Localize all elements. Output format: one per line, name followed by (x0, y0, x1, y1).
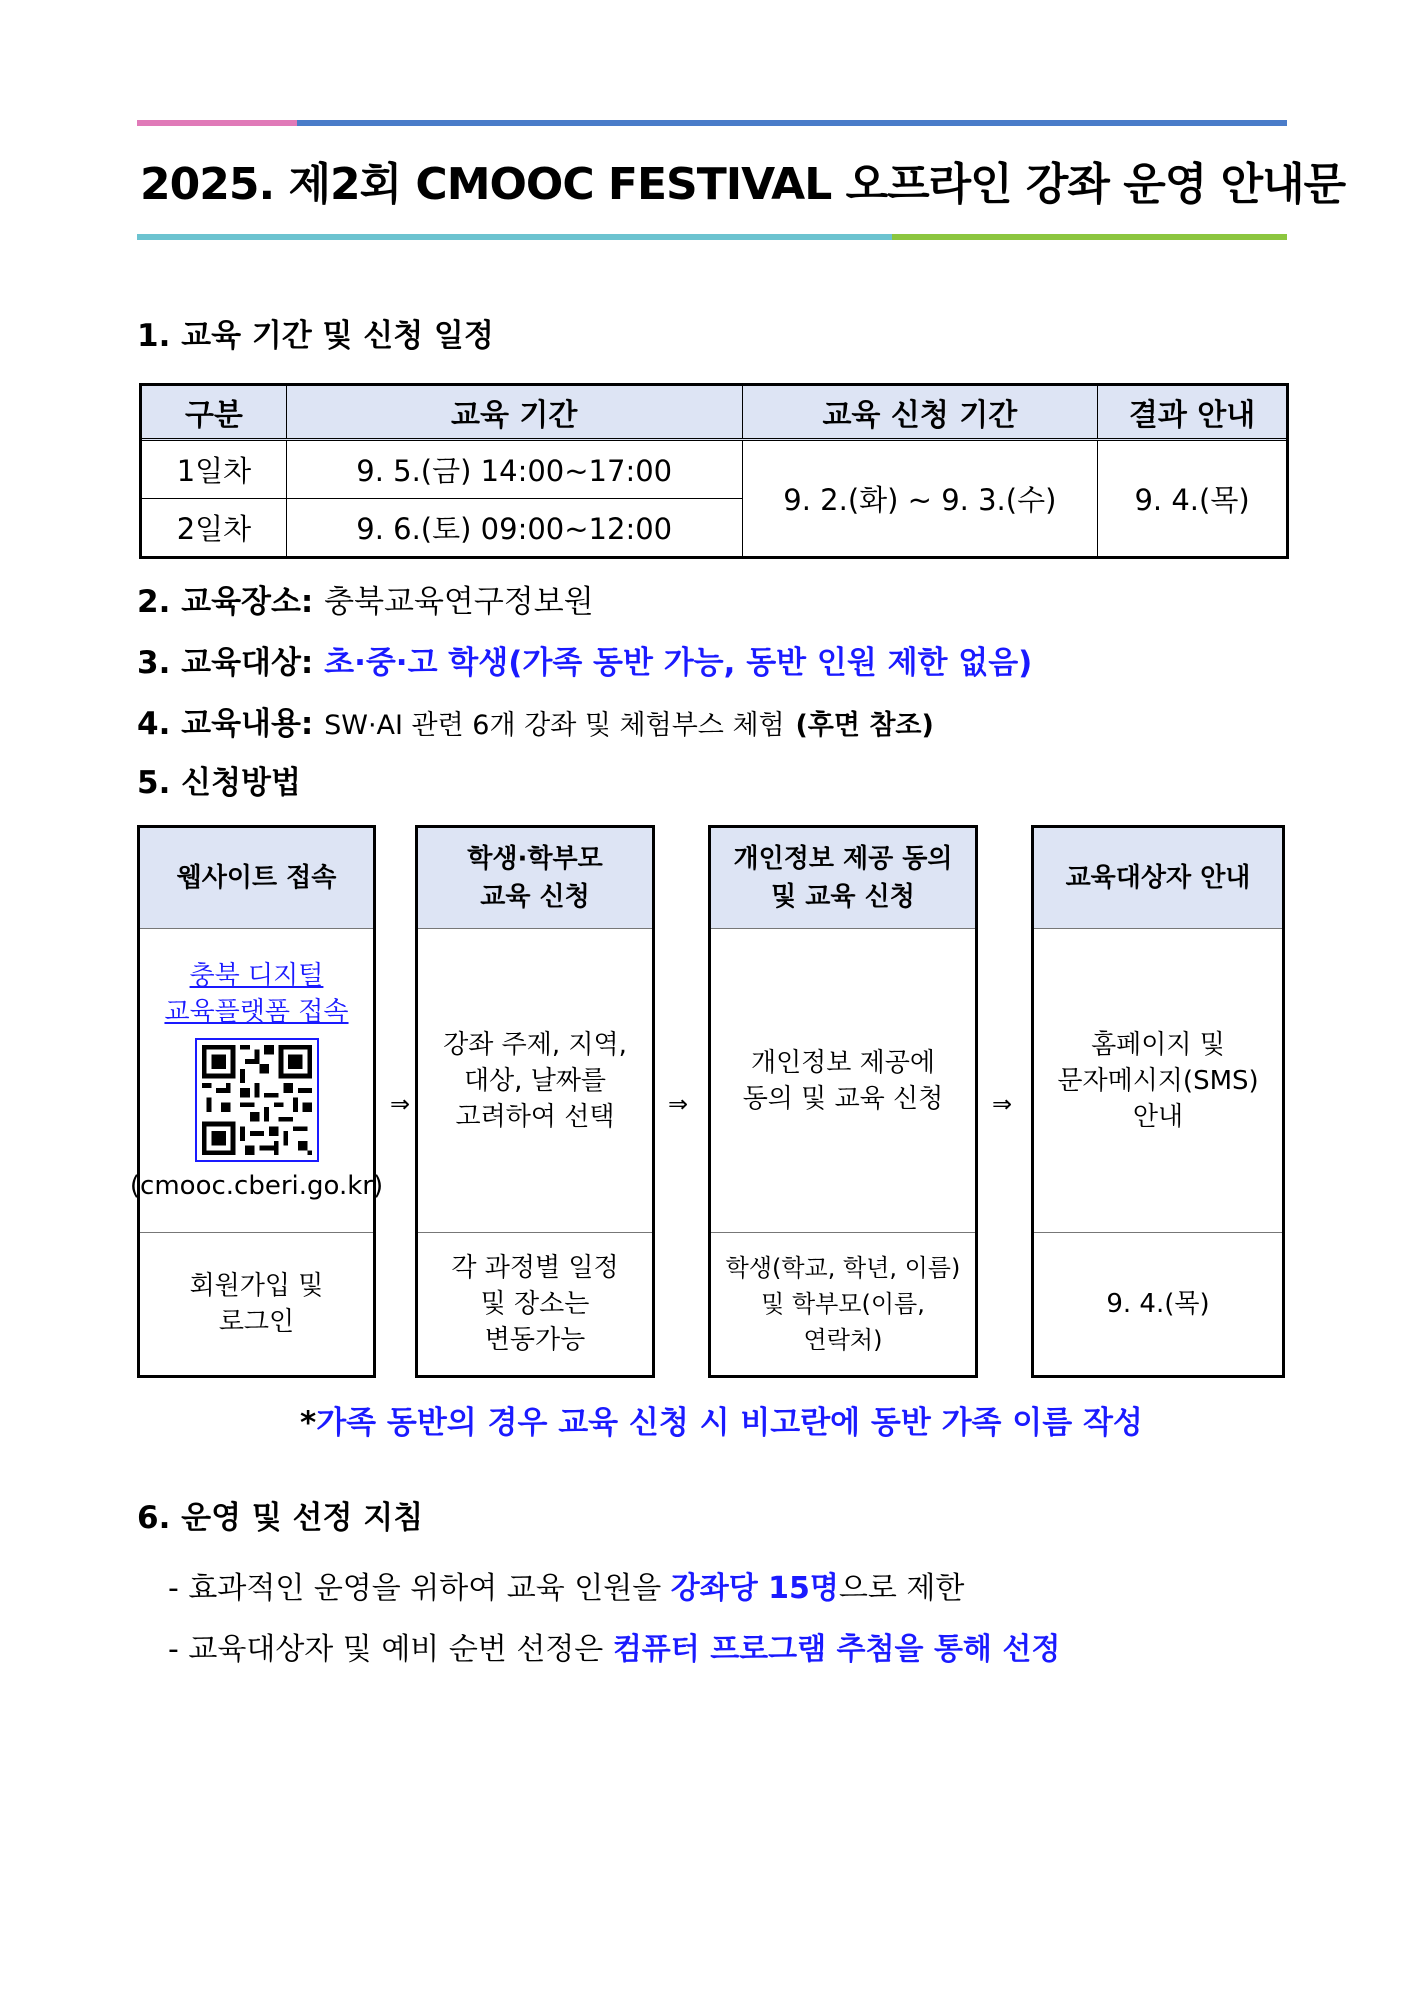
bottom-bar-teal (137, 234, 892, 240)
step-body-line: 동의 및 교육 신청 (742, 1083, 944, 1114)
step-footer (418, 1233, 652, 1375)
step-website (129, 825, 384, 1378)
col-header-apply: 교육 신청 기간 (742, 386, 1098, 440)
step-body-line: 안내 (1132, 1101, 1184, 1132)
step-consent (708, 825, 978, 1378)
section5-heading: 5. 신청방법 (137, 765, 301, 801)
section4-suffix: (후면 참조) (795, 710, 934, 741)
section2-value: 충북교육연구정보원 (324, 584, 594, 620)
step-body-line: 홈페이지 및 (1091, 1029, 1225, 1060)
step-footer-line: 변동가능 (484, 1325, 586, 1355)
step-header-line: 개인정보 제공 동의 (733, 844, 953, 874)
top-bar-pink (137, 120, 297, 126)
section3-value: 초·중·고 학생(가족 동반 가능, 동반 인원 제한 없음) (324, 645, 1033, 681)
step-body (711, 929, 975, 1233)
bullet-highlight: 컴퓨터 프로그램 추첨을 통해 선정 (612, 1632, 1061, 1667)
qr-code-icon[interactable] (195, 1038, 319, 1162)
row-period: 9. 6.(토) 09:00~12:00 (286, 499, 742, 557)
step-header-text: 교육대상자 안내 (1065, 863, 1251, 893)
col-header-period: 교육 기간 (286, 386, 742, 440)
step-footer (1034, 1233, 1282, 1375)
col-header-result: 결과 안내 (1098, 386, 1287, 440)
step-body-line: 문자메시지(SMS) (1057, 1065, 1259, 1096)
step-footer (711, 1233, 975, 1375)
step-apply (415, 825, 655, 1378)
page-title: 2025. 제2회 CMOOC FESTIVAL 오프라인 강좌 운영 안내문 (140, 159, 1346, 210)
bullet-dash: - (168, 1571, 179, 1606)
step-header-line: 교육 신청 (480, 882, 590, 912)
row-period: 9. 5.(금) 14:00~17:00 (286, 440, 742, 499)
schedule-header-row (142, 386, 1287, 440)
step-body (1034, 929, 1282, 1233)
section3-line (137, 637, 1032, 682)
section4-line (137, 698, 934, 743)
top-bar-blue (297, 120, 1287, 126)
bottom-bar-green (892, 234, 1287, 240)
section4-label: 4. 교육내용: (137, 706, 314, 742)
section4-value: SW·AI 관련 6개 강좌 및 체험부스 체험 (324, 710, 785, 741)
step-body-line: 개인정보 제공에 (750, 1047, 936, 1078)
step-footer-line: 9. 4.(목) (1106, 1289, 1210, 1319)
step-body-line: 고려하여 선택 (455, 1101, 615, 1132)
step-body (129, 929, 384, 1233)
bullet-pre: 효과적인 운영을 위하여 교육 인원을 (188, 1571, 662, 1606)
note-text: 가족 동반의 경우 교육 신청 시 비고란에 동반 가족 이름 작성 (316, 1405, 1143, 1441)
section3-label: 3. 교육대상: (137, 645, 314, 681)
table-row (142, 440, 1287, 499)
schedule-table (141, 385, 1287, 557)
step-header (140, 828, 373, 929)
step-header (418, 828, 652, 929)
note-star: * (300, 1405, 317, 1441)
platform-link-line1[interactable]: 충북 디지털 (189, 960, 324, 991)
guideline-item (168, 1563, 964, 1607)
bullet-dash: - (168, 1632, 179, 1667)
row-label: 2일차 (142, 499, 287, 557)
bullet-highlight: 강좌당 15명 (670, 1571, 839, 1606)
step-footer-line: 각 과정별 일정 (451, 1253, 619, 1283)
step-body-line: 대상, 날짜를 (463, 1065, 607, 1096)
platform-link-line2[interactable]: 교육플랫폼 접속 (164, 996, 349, 1027)
step-footer-line: 및 장소는 (480, 1289, 590, 1319)
step-header (1034, 828, 1282, 929)
step-body-line: 강좌 주제, 지역, (443, 1029, 627, 1060)
result-date: 9. 4.(목) (1098, 440, 1287, 557)
step-header-text: 웹사이트 접속 (176, 863, 337, 893)
section2-label: 2. 교육장소: (137, 584, 314, 620)
row-label: 1일차 (142, 440, 287, 499)
step-header (711, 828, 975, 929)
step-header-line: 및 교육 신청 (771, 882, 915, 912)
section2-line (137, 576, 594, 621)
col-header-category: 구분 (142, 386, 287, 440)
apply-period: 9. 2.(화) ~ 9. 3.(수) (742, 440, 1098, 557)
arrow-icon: ⇒ (992, 1090, 1013, 1118)
arrow-icon: ⇒ (668, 1090, 689, 1118)
section1-heading: 1. 교육 기간 및 신청 일정 (137, 318, 494, 354)
step-footer-line: 학생(학교, 학년, 이름) (725, 1254, 961, 1282)
step-footer-line: 회원가입 및 (189, 1271, 324, 1301)
step-notify (1031, 825, 1285, 1378)
step-footer-line: 로그인 (218, 1307, 295, 1337)
family-note (300, 1397, 1143, 1442)
guideline-item (168, 1624, 1060, 1668)
step-footer-line: 연락처) (803, 1326, 883, 1354)
section6-heading: 6. 운영 및 선정 지침 (137, 1500, 424, 1536)
arrow-icon: ⇒ (390, 1090, 411, 1118)
step-header-line: 학생·학부모 (467, 844, 603, 874)
platform-url: (cmooc.cberi.go.kr) (129, 1170, 384, 1201)
step-footer (140, 1233, 373, 1375)
step-body (418, 929, 652, 1233)
step-footer-line: 및 학부모(이름, (761, 1290, 925, 1318)
bullet-post: 으로 제한 (838, 1571, 965, 1606)
bullet-pre: 교육대상자 및 예비 순번 선정은 (188, 1632, 604, 1667)
